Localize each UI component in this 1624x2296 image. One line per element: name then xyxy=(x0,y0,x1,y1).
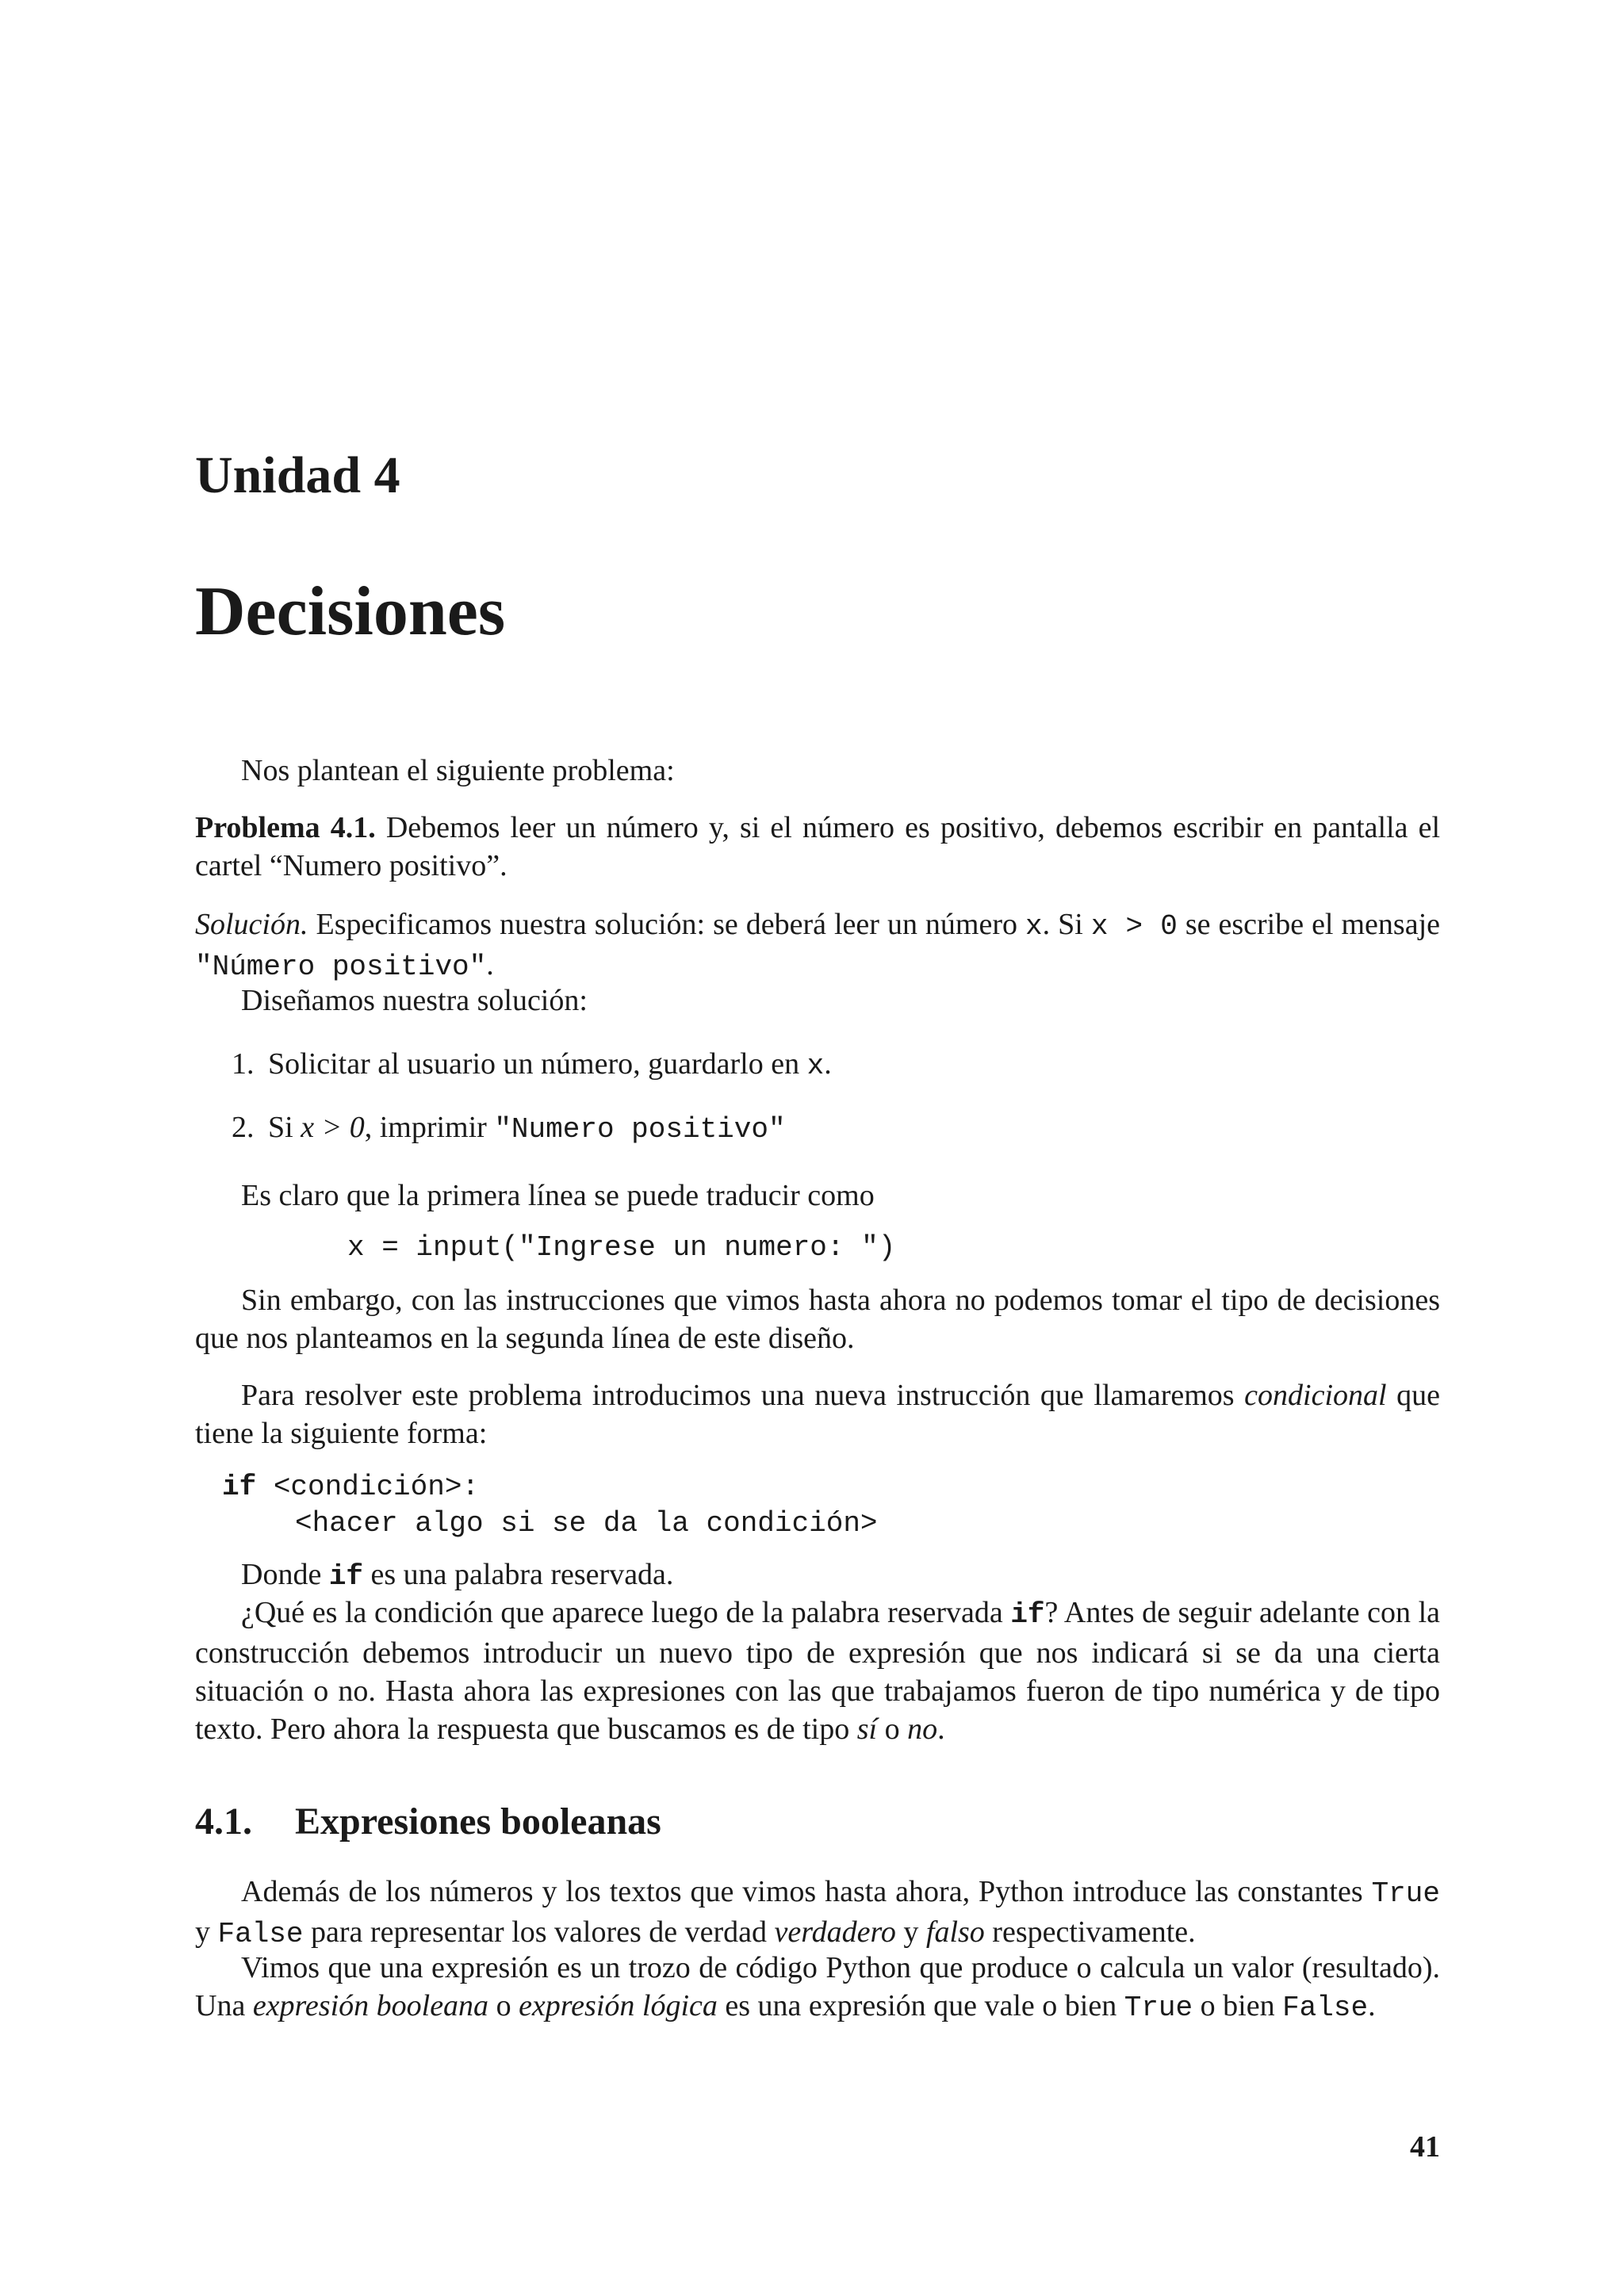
list-text: Si xyxy=(268,1111,293,1144)
paragraph-text: ¿Qué es la condición que aparece luego de la palabra reservada xyxy=(241,1596,1003,1629)
problem-label: Problema 4.1. xyxy=(195,811,376,844)
paragraph-text: y xyxy=(195,1915,210,1949)
paragraph-text: que tiene la siguiente forma: xyxy=(195,1379,1441,1450)
paragraph-constants xyxy=(195,1873,1440,1954)
code-inline: "Numero positivo" xyxy=(494,1113,786,1146)
solution-paragraph xyxy=(195,905,1440,986)
paragraph-text: es una palabra reservada. xyxy=(370,1558,674,1591)
section-title: Expresiones booleanas xyxy=(295,1800,661,1843)
code-inline: x > 0 xyxy=(1090,910,1178,943)
solution-text: se escribe el mensaje xyxy=(1185,908,1440,941)
unit-label: Unidad 4 xyxy=(195,446,400,504)
code-inline: True xyxy=(1124,1992,1193,2024)
paragraph-text: Vimos que una expresión es un trozo de código Python que produce o calcula un valor (resultado). Una xyxy=(195,1951,1440,2022)
term-emphasis: verdadero xyxy=(774,1915,896,1949)
list-number: 1. xyxy=(232,1047,255,1081)
section-heading xyxy=(195,1798,661,1846)
list-text: , imprimir xyxy=(364,1111,487,1144)
paragraph-text: o xyxy=(884,1712,900,1746)
paragraph-text: respectivamente. xyxy=(992,1915,1196,1949)
paragraph-text: ? Antes de seguir adelante con la construcción debemos introducir un nuevo tipo de expresión que nos indicará si se da una cierta situación o no. Hasta ahora las expresiones con las que trabajamos fueron de tipo numérica y de tipo texto. Pero ahora la respuesta que buscamos es de tipo xyxy=(195,1596,1440,1746)
translate-intro: Es claro que la primera línea se puede traducir como xyxy=(241,1179,875,1212)
code-block-if-line-1 xyxy=(222,1470,479,1505)
list-text: . xyxy=(824,1047,832,1081)
solution-text: . xyxy=(486,948,494,982)
list-item xyxy=(232,1045,832,1085)
code-inline: x xyxy=(1025,910,1043,943)
term-emphasis: condicional xyxy=(1244,1379,1387,1412)
paragraph-text: o xyxy=(496,1989,511,2022)
paragraph-boolean xyxy=(195,1949,1440,2027)
code-keyword: if xyxy=(1010,1598,1045,1631)
term-emphasis: expresión lógica xyxy=(519,1989,718,2022)
math-inline: x > 0 xyxy=(301,1111,365,1144)
code-text: <condición>: xyxy=(256,1471,480,1503)
paragraph-text: Además de los números y los textos que vimos hasta ahora, Python introduce las constantes xyxy=(241,1875,1363,1908)
section-number: 4.1. xyxy=(195,1800,252,1843)
list-item xyxy=(232,1108,786,1149)
paragraph-text: o bien xyxy=(1200,1989,1275,2022)
page-number: 41 xyxy=(1410,2130,1440,2164)
solution-text: Especificamos nuestra solución: se deberá leer un número xyxy=(316,908,1018,941)
paragraph-reserved xyxy=(195,1556,1440,1596)
design-intro: Diseñamos nuestra solución: xyxy=(241,984,588,1017)
code-inline: True xyxy=(1371,1877,1440,1910)
paragraph-text: para representar los valores de verdad xyxy=(311,1915,768,1949)
paragraph-text: es una expresión que vale o bien xyxy=(725,1989,1117,2022)
paragraph-text: Para resolver este problema introducimos una nueva instrucción que llamaremos xyxy=(241,1379,1235,1412)
term-emphasis: expresión booleana xyxy=(252,1989,489,2022)
paragraph-text: . xyxy=(1368,1989,1376,2022)
paragraph-text: Donde xyxy=(241,1558,322,1591)
code-block-input: x = input("Ingrese un numero: ") xyxy=(347,1231,896,1264)
term-emphasis: falso xyxy=(925,1915,985,1949)
paragraph-text: y xyxy=(903,1915,919,1949)
code-keyword: if xyxy=(222,1471,257,1503)
paragraph-condition xyxy=(195,1594,1440,1748)
term-emphasis: sí xyxy=(856,1712,878,1746)
term-emphasis: no xyxy=(907,1712,938,1746)
intro-paragraph: Nos plantean el siguiente problema: xyxy=(241,754,675,787)
chapter-title: Decisiones xyxy=(195,573,506,650)
paragraph-conditional xyxy=(195,1376,1440,1452)
list-text: Solicitar al usuario un número, guardarlo en xyxy=(268,1047,800,1081)
code-inline: x xyxy=(806,1050,825,1082)
code-keyword: if xyxy=(328,1560,364,1593)
paragraph-no-decisions: Sin embargo, con las instrucciones que vimos hasta ahora no podemos tomar el tipo de decisiones que nos planteamos en la segunda línea de este diseño. xyxy=(195,1284,1440,1355)
code-inline: "Número positivo" xyxy=(195,951,487,983)
solution-text: . Si xyxy=(1042,908,1083,941)
code-block-if-line-2: <hacer algo si se da la condición> xyxy=(295,1507,878,1540)
list-number: 2. xyxy=(232,1111,255,1144)
problem-statement xyxy=(195,809,1440,885)
solution-label: Solución. xyxy=(195,908,308,941)
code-inline: False xyxy=(217,1918,304,1950)
code-inline: False xyxy=(1282,1992,1369,2024)
paragraph-text: . xyxy=(937,1712,945,1746)
problem-text: Debemos leer un número y, si el número es positivo, debemos escribir en pantalla el cartel “Numero positivo”. xyxy=(195,811,1441,882)
